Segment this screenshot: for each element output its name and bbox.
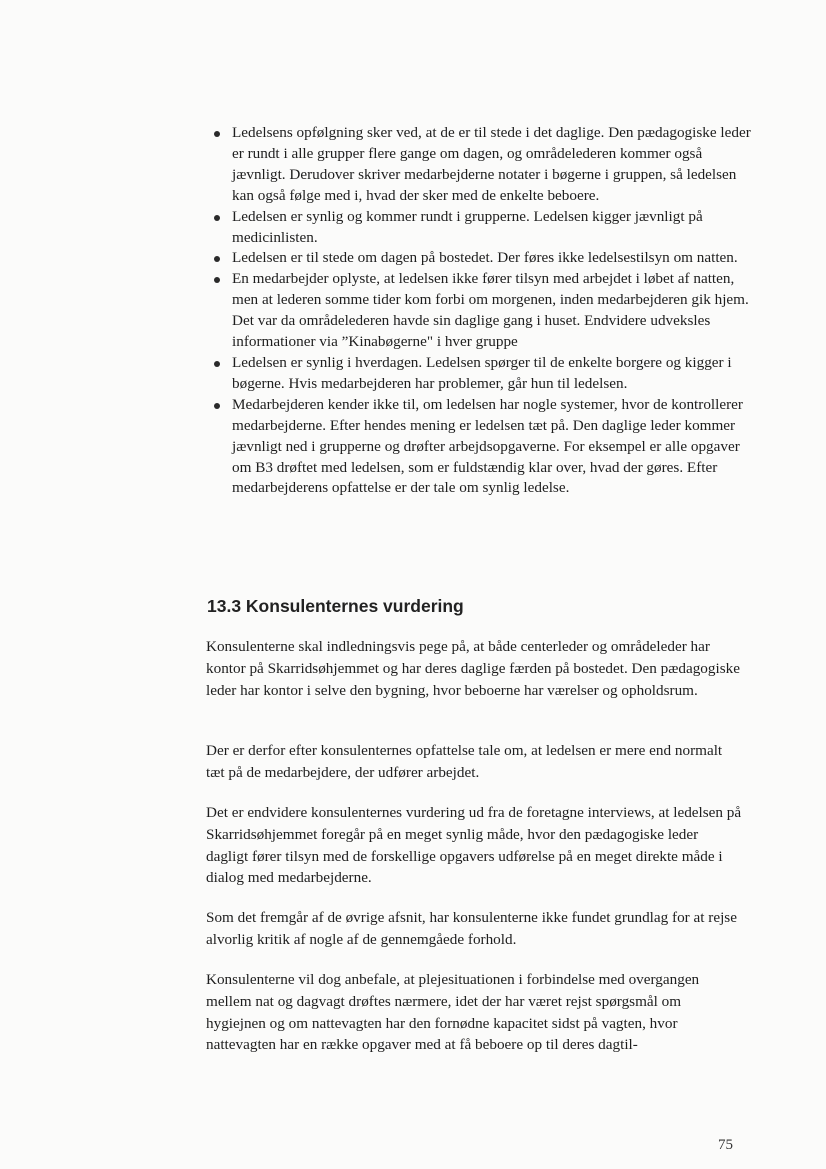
bullet-text: En medarbejder oplyste, at ledelsen ikke fører tilsyn med arbejdet i løbet af natten, men at lederen somme tider kom forbi om morgenen, inden medarbejderen gik hjem. Det var da områdelederen havde sin daglige gang i huset. Endvidere udveksles informationer via ”Kinabøgerne" i hver gruppe <box>232 270 749 351</box>
bullet-item <box>210 248 758 269</box>
bullet-item <box>210 207 758 249</box>
bullet-text: Ledelsen er til stede om dagen på bostedet. Der føres ikke ledelsestilsyn om natten. <box>232 249 738 267</box>
bullet-dot-icon <box>214 131 220 137</box>
paragraph: Som det fremgår af de øvrige afsnit, har konsulenterne ikke fundet grundlag for at rejse alvorlig kritik af nogle af de gennemgåede forhold. <box>206 909 737 948</box>
section-heading: 13.3 Konsulenternes vurdering <box>207 596 464 616</box>
paragraph: Konsulenterne skal indledningsvis pege på, at både centerleder og områdeleder har kontor på Skarridsøhjemmet og har deres daglige færden på bostedet. Den pædagogiske leder har kontor i selve den bygning, hvor beboerne har værelser og opholdsrum. <box>206 638 740 699</box>
bullet-item <box>210 353 758 395</box>
bullet-item <box>210 269 758 353</box>
bullet-text: Ledelsen er synlig i hverdagen. Ledelsen spørger til de enkelte borgere og kigger i bøgerne. Hvis medarbejderen har problemer, går hun til ledelsen. <box>232 353 732 392</box>
bullet-dot-icon <box>214 403 220 409</box>
bullet-dot-icon <box>214 277 220 283</box>
bullet-dot-icon <box>214 215 220 221</box>
paragraph: Konsulenterne vil dog anbefale, at plejesituationen i forbindelse med overgangen mellem nat og dagvagt drøftes nærmere, idet der har været rejst spørgsmål om hygiejnen og om nattevagten har den fornødne kapacitet sidst på vagten, hvor nattevagten har en række opgaver med at få beboere op til deres dagtil- <box>206 971 700 1054</box>
bullet-dot-icon <box>214 361 220 367</box>
bullet-text: Medarbejderen kender ikke til, om ledelsen har nogle systemer, hvor de kontrollerer medarbejderne. Efter hendes mening er ledelsen tæt på. Den daglige leder kommer jævnligt ned i grupperne og drøfter arbejdsopgaverne. For eksempel er alle opgaver om B3 drøftet med ledelsen, som er fuldstændig klar over, hvad der gøres. Efter medarbejderens opfattelse er der tale om synlig ledelse. <box>232 395 743 497</box>
page-number: 75 <box>718 1137 733 1153</box>
bullet-dot-icon <box>214 256 220 262</box>
bullet-text: Ledelsens opfølgning sker ved, at de er til stede i det daglige. Den pædagogiske leder er rundt i alle grupper flere gange om dagen, og områdelederen kommer også jævnligt. Derudover skriver medarbejderne notater i bøgerne i gruppen, så ledelsen kan også følge med i, hvad der sker med de enkelte beboere. <box>232 124 751 204</box>
paragraph: Der er derfor efter konsulenternes opfattelse tale om, at ledelsen er mere end normalt tæt på de medarbejdere, der udfører arbejdet. <box>206 742 723 781</box>
bullet-item <box>210 123 758 207</box>
bullet-item <box>210 395 758 500</box>
bullet-list <box>210 123 758 499</box>
paragraph: Det er endvidere konsulenternes vurdering ud fra de foretagne interviews, at ledelsen på Skarridsøhjemmet foregår på en meget synlig måde, hvor den pædagogiske leder dagligt fører tilsyn med de forskellige opgavers udførelse på en meget direkte måde i dialog med medarbejderne. <box>206 804 742 887</box>
bullet-text: Ledelsen er synlig og kommer rundt i grupperne. Ledelsen kigger jævnligt på medicinlisten. <box>232 207 703 246</box>
